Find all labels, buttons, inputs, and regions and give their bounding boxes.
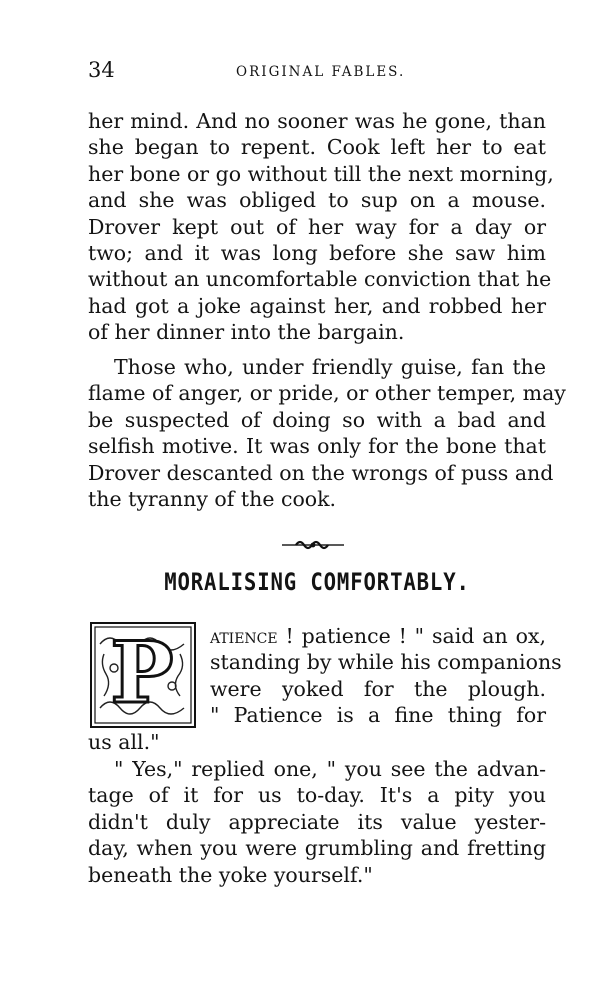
- text-line: of her dinner into the bargain.: [88, 320, 405, 345]
- fable-opening-wrapped: [210, 623, 562, 729]
- paragraph-moral: [88, 354, 566, 512]
- paragraph-reply: [88, 756, 546, 888]
- text-line: Drover descanted on the wrongs of puss and: [88, 460, 554, 485]
- text-line: Drover kept out of her way for a day or: [88, 214, 546, 239]
- section-title: MORALISING COMFORTABLY.: [164, 568, 470, 596]
- text-line: beneath the yoke yourself.": [88, 862, 373, 887]
- text-line: flame of anger, or pride, or other temper, may: [88, 381, 566, 406]
- section-divider-ornament: [280, 536, 346, 550]
- text-line: had got a joke against her, and robbed her: [88, 293, 546, 318]
- text-line: two; and it was long before she saw him: [88, 241, 546, 266]
- text-fragment: ! patience ! " said an ox,: [285, 624, 546, 648]
- text-line: she began to repent. Cook left her to eat: [88, 135, 546, 160]
- page-number: 34: [88, 58, 115, 82]
- text-line: didn't duly appreciate its value yester-: [88, 809, 546, 834]
- text-line: us all.": [88, 730, 160, 754]
- text-line: " Patience is a fine thing for: [210, 703, 546, 728]
- text-line: standing by while his companions: [210, 650, 562, 675]
- fable-opening-continued: [88, 729, 546, 755]
- decorated-initial: [90, 622, 196, 728]
- text-line: tage of it for us to-day. It's a pity you: [88, 783, 546, 808]
- text-line: Those who, under friendly guise, fan the: [114, 355, 546, 379]
- page-header: [88, 58, 548, 88]
- text-line: " Yes," replied one, " you see the advan-: [114, 757, 546, 781]
- text-line: be suspected of doing so with a bad and: [88, 407, 546, 432]
- text-line: the tyranny of the cook.: [88, 487, 337, 512]
- text-line: without an uncomfortable conviction that he: [88, 267, 552, 292]
- text-line: selfish motive. It was only for the bone that: [88, 434, 546, 459]
- text-line: [210, 623, 546, 649]
- smallcaps-word: atience: [210, 624, 278, 648]
- text-line: day, when you were grumbling and fretting: [88, 836, 546, 861]
- text-line: her bone or go without till the next morning,: [88, 161, 554, 186]
- text-line: were yoked for the plough.: [210, 676, 546, 701]
- drop-cap-letter: P: [110, 624, 174, 722]
- paragraph-continuation: [88, 108, 554, 346]
- text-line: her mind. And no sooner was he gone, than: [88, 109, 546, 133]
- text-line: and she was obliged to sup on a mouse.: [88, 188, 546, 213]
- running-title: ORIGINAL FABLES.: [236, 64, 406, 80]
